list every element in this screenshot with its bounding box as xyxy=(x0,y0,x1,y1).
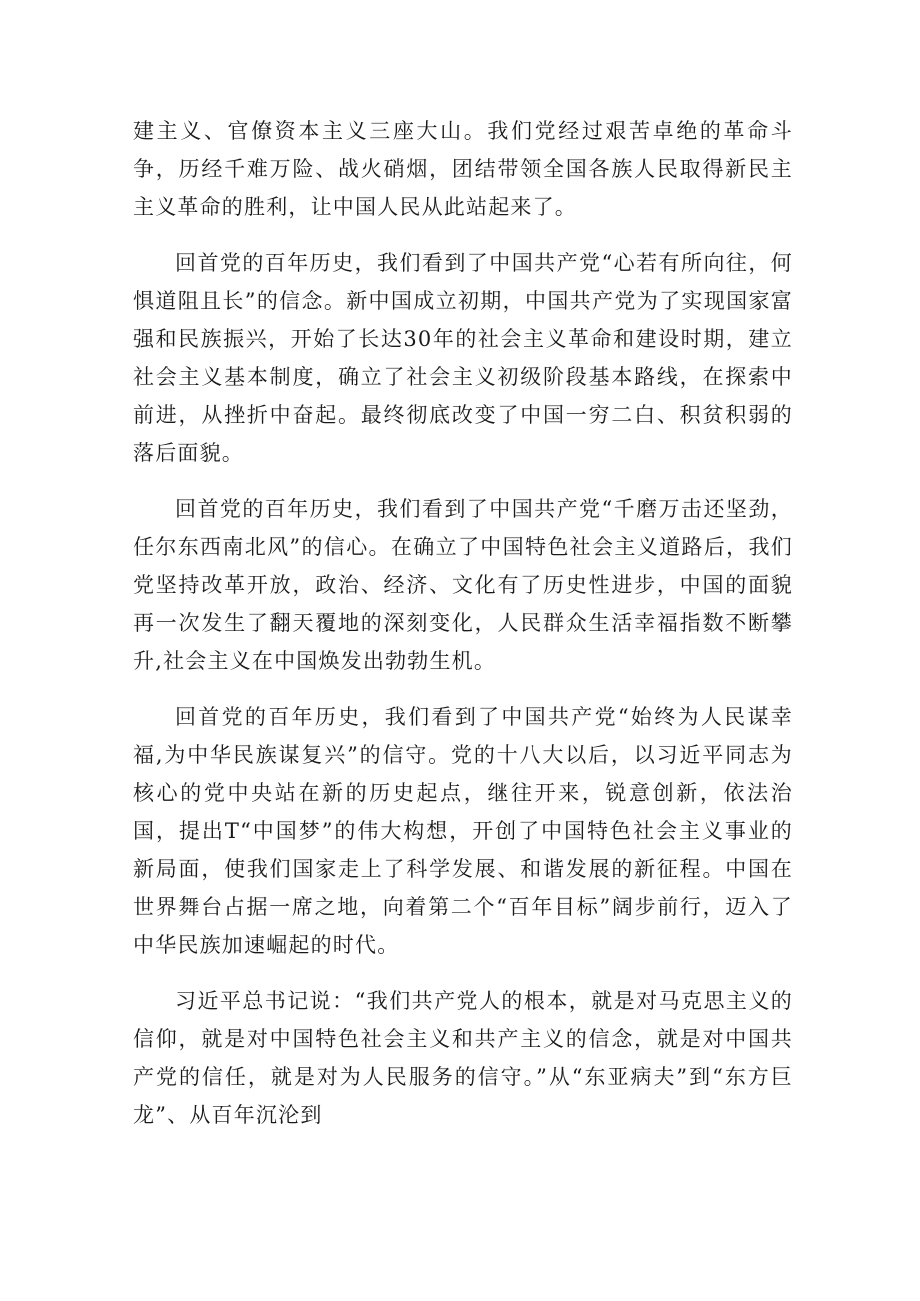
paragraph-continuation: 建主义、官僚资本主义三座大山。我们党经过艰苦卓绝的革命斗争，历经千难万险、战火硝烟，团结带领全国各族人民取得新民主主义革命的胜利，让中国人民从此站起来了。 xyxy=(133,119,793,219)
paragraph-quote: 习近平总书记说：“我们共产党人的根本，就是对马克思主义的信仰，就是对中国特色社会主义和共产主义的信念，就是对中国共产党的信任，就是对为人民服务的信守。”从“东亚病夫”到“东方巨龙”、从百年沉沦到 xyxy=(133,989,793,1127)
paragraph-faith: 回首党的百年历史，我们看到了中国共产党“心若有所向往，何惧道阻且长”的信念。新中国成立初期，中国共产党为了实现国家富强和民族振兴，开始了长达30年的社会主义革命和建设时期，建立社会主义基本制度，确立了社会主义初级阶段基本路线，在探索中前进，从挫折中奋起。最终彻底改变了中国一穷二白、积贫积弱的落后面貌。 xyxy=(133,251,793,465)
paragraph-commitment: 回首党的百年历史，我们看到了中国共产党“始终为人民谋幸福,为中华民族谋复兴”的信守。党的十八大以后，以习近平同志为核心的党中央站在新的历史起点，继往开来，锐意创新，依法治国，提出T“中国梦”的伟大构想，开创了中国特色社会主义事业的新局面，使我们国家走上了科学发展、和谐发展的新征程。中国在世界舞台占据一席之地，向着第二个“百年目标”阔步前行，迈入了中华民族加速崛起的时代。 xyxy=(133,705,793,957)
paragraph-confidence: 回首党的百年历史，我们看到了中国共产党“千磨万击还坚劲，任尔东西南北风”的信心。在确立了中国特色社会主义道路后，我们党坚持改革开放，政治、经济、文化有了历史性进步，中国的面貌再一次发生了翻天覆地的深刻变化，人民群众生活幸福指数不断攀升,社会主义在中国焕发出勃勃生机。 xyxy=(133,497,793,673)
document-body xyxy=(133,112,793,1152)
